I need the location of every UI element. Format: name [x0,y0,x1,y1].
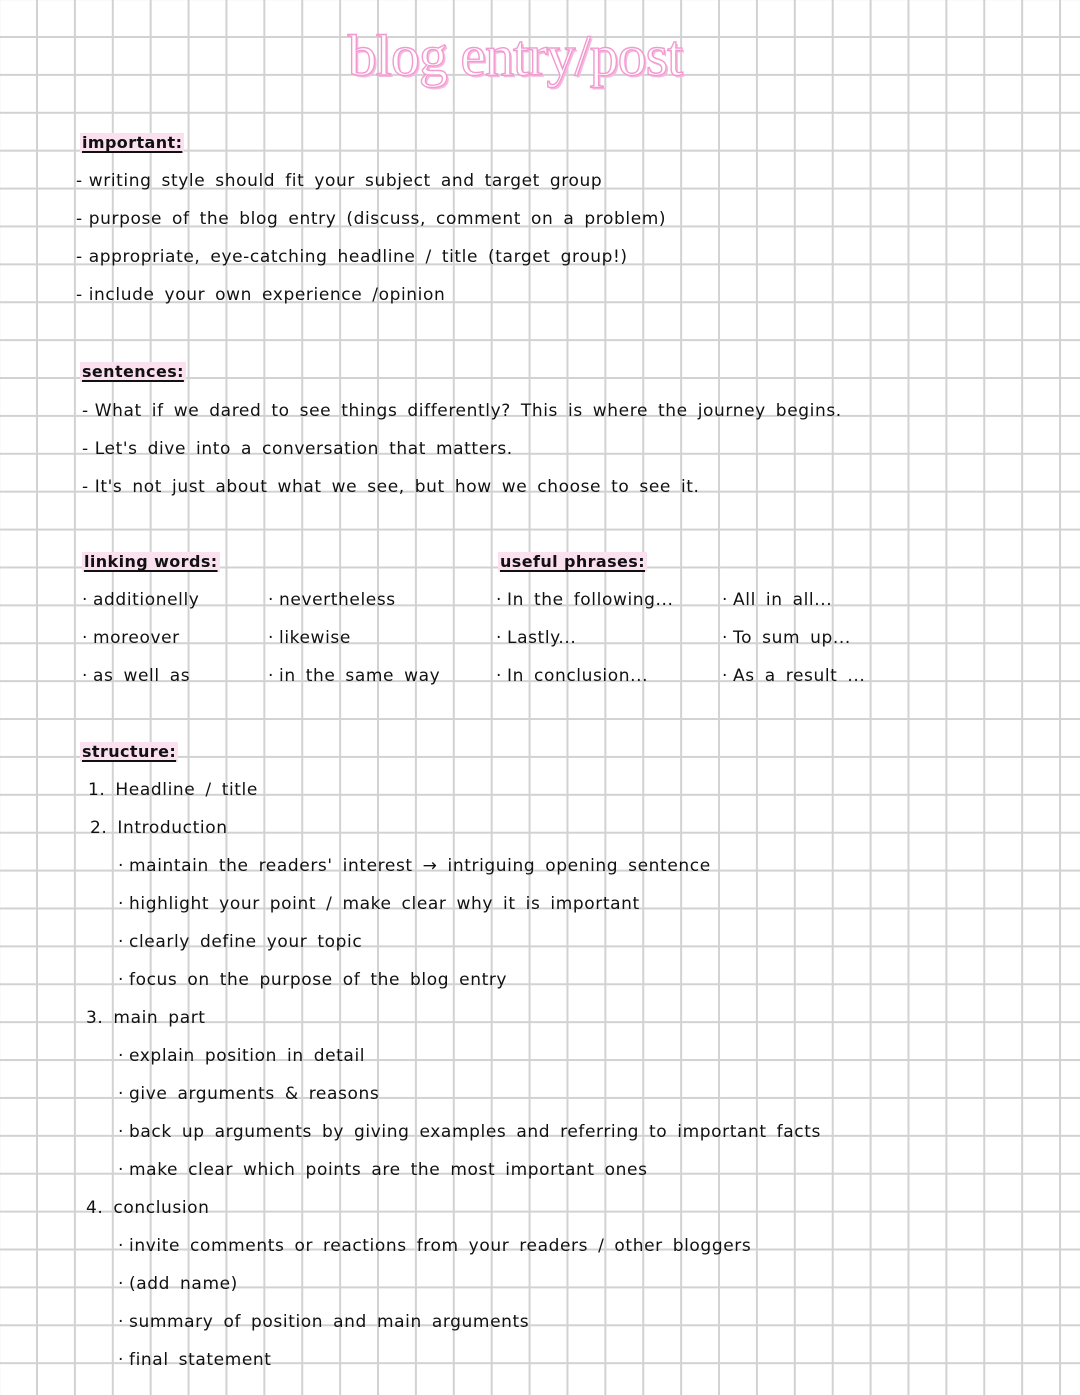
useful-phrase-item: · All in all... [722,590,833,610]
linking-word-item: · nevertheless [268,590,396,610]
bullet-marker: · [118,1350,125,1370]
linking-words-heading: linking words: [84,552,218,571]
structure-section-label: 2. Introduction [90,818,228,838]
structure-point: · give arguments & reasons [118,1084,380,1104]
linking-word-item: · additionelly [82,590,200,610]
dash-marker: - [76,171,83,191]
structure-point: · make clear which points are the most important ones [118,1160,648,1180]
important-item: - writing style should fit your subject and target group [76,171,603,191]
bullet-marker: · [722,628,729,648]
useful-phrase-item: · Lastly... [496,628,577,648]
structure-point: · (add name) [118,1274,238,1294]
sentence-item: - What if we dared to see things differently? This is where the journey begins. [82,401,842,421]
bullet-marker: · [496,628,503,648]
sentences-heading: sentences: [82,362,184,381]
structure-point: · back up arguments by giving examples and referring to important facts [118,1122,821,1142]
structure-point: · highlight your point / make clear why it is important [118,894,640,914]
bullet-marker: · [118,1122,125,1142]
structure-section-label: 3. main part [86,1008,206,1028]
bullet-marker: · [118,932,125,952]
useful-phrase-item: · As a result ... [722,666,866,686]
bullet-marker: · [268,666,275,686]
bullet-marker: · [118,1236,125,1256]
sentence-item: - Let's dive into a conversation that matters. [82,439,513,459]
sentence-item: - It's not just about what we see, but how we choose to see it. [82,477,700,497]
bullet-marker: · [118,1084,125,1104]
structure-point: · focus on the purpose of the blog entry [118,970,508,990]
linking-word-item: · in the same way [268,666,441,686]
page-title: blog entry/post [347,23,683,88]
bullet-marker: · [268,628,275,648]
bullet-marker: · [118,970,125,990]
bullet-marker: · [82,666,89,686]
useful-phrase-item: · In the following... [496,590,674,610]
important-item: - include your own experience /opinion [76,285,446,305]
dash-marker: - [76,209,83,229]
structure-section-label: 4. conclusion [86,1198,210,1218]
bullet-marker: · [496,590,503,610]
bullet-marker: · [118,1312,125,1332]
structure-point: · invite comments or reactions from your readers / other bloggers [118,1236,752,1256]
useful-phrases-heading: useful phrases: [500,552,645,571]
dash-marker: - [82,401,89,421]
bullet-marker: · [118,1160,125,1180]
bullet-marker: · [496,666,503,686]
dash-marker: - [76,247,83,267]
bullet-marker: · [722,666,729,686]
bullet-marker: · [82,628,89,648]
structure-point: · final statement [118,1350,272,1370]
bullet-marker: · [82,590,89,610]
linking-word-item: · moreover [82,628,180,648]
bullet-marker: · [118,856,125,876]
structure-point: · explain position in detail [118,1046,366,1066]
dash-marker: - [82,439,89,459]
important-item: - appropriate, eye-catching headline / title (target group!) [76,247,628,267]
important-item: - purpose of the blog entry (discuss, comment on a problem) [76,209,667,229]
bullet-marker: · [268,590,275,610]
structure-point: · clearly define your topic [118,932,363,952]
bullet-marker: · [118,1046,125,1066]
useful-phrase-item: · In conclusion... [496,666,649,686]
structure-point: · summary of position and main arguments [118,1312,530,1332]
linking-word-item: · as well as [82,666,191,686]
structure-point: · maintain the readers' interest → intriguing opening sentence [118,856,711,876]
bullet-marker: · [118,894,125,914]
useful-phrase-item: · To sum up... [722,628,851,648]
linking-word-item: · likewise [268,628,351,648]
dash-marker: - [82,477,89,497]
structure-section-label: 1. Headline / title [88,780,258,800]
structure-heading: structure: [82,742,177,761]
important-heading: important: [82,133,183,152]
bullet-marker: · [722,590,729,610]
dash-marker: - [76,285,83,305]
bullet-marker: · [118,1274,125,1294]
